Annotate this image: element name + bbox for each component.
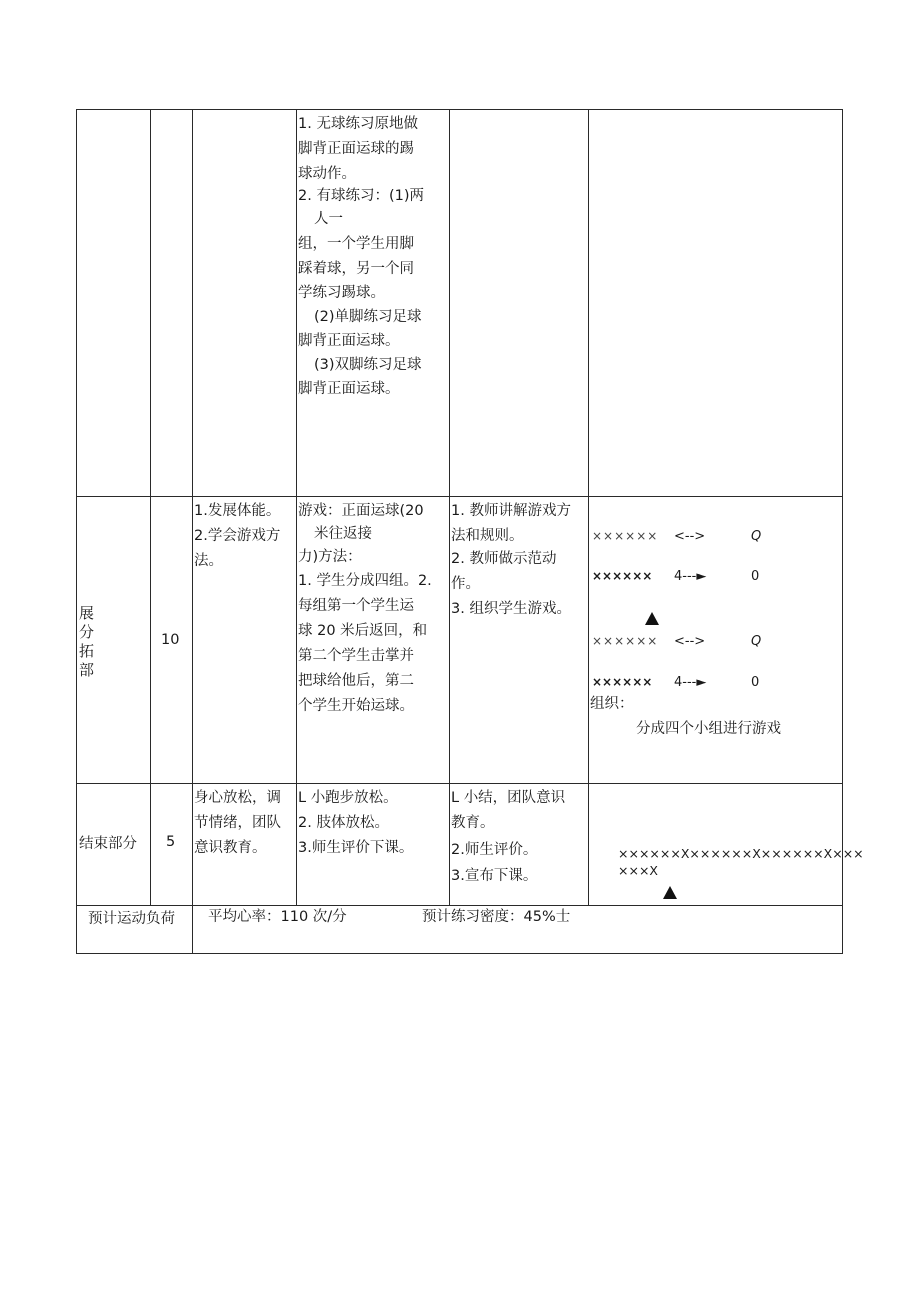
content-line: 2. 肢体放松。 bbox=[298, 815, 389, 831]
heart-rate: 平均心率：110 次/分 bbox=[208, 909, 347, 925]
content-line: 个学生开始运球。 bbox=[298, 698, 414, 714]
teacher-line: 3.宣布下课。 bbox=[451, 868, 538, 884]
direction-arrow: <--> bbox=[674, 634, 706, 649]
marker-end: 0 bbox=[751, 569, 760, 584]
col-divider bbox=[588, 109, 589, 906]
teacher-triangle-icon bbox=[645, 612, 659, 625]
col-divider bbox=[296, 109, 297, 906]
content-line: 2. 有球练习：(1)两 bbox=[298, 188, 424, 204]
teacher-line: 作。 bbox=[451, 576, 480, 592]
student-row: ×××××× bbox=[592, 569, 653, 583]
part-char: 部 bbox=[79, 661, 95, 679]
content-line: 米往返接 bbox=[314, 526, 372, 542]
table-border-left bbox=[76, 109, 77, 954]
section3-time: 5 bbox=[166, 834, 176, 850]
content-line: 脚背正面运球。 bbox=[298, 381, 400, 397]
content-line: 球动作。 bbox=[298, 166, 356, 182]
student-row: ×××××× bbox=[592, 634, 659, 648]
content-line: 脚背正面运球的踢 bbox=[298, 141, 414, 157]
content-line: (2)单脚练习足球 bbox=[314, 309, 422, 325]
part-char: 分 bbox=[79, 623, 95, 641]
content-line: 第二个学生击掌并 bbox=[298, 648, 414, 664]
content-line: 球 20 米后返回，和 bbox=[298, 623, 428, 639]
goal-line: 节情绪，团队 bbox=[194, 815, 281, 831]
goal-line: 法。 bbox=[194, 553, 223, 569]
content-line: 3.师生评价下课。 bbox=[298, 840, 414, 856]
content-line: 脚背正面运球。 bbox=[298, 333, 400, 349]
direction-arrow: 4---► bbox=[674, 569, 707, 584]
marker-end: 0 bbox=[751, 675, 760, 690]
teacher-line: 法和规则。 bbox=[451, 528, 524, 544]
practice-density: 预计练习密度：45%士 bbox=[422, 909, 571, 925]
content-line: 1. 学生分成四组。2. bbox=[298, 573, 432, 589]
teacher-line: 教育。 bbox=[451, 815, 495, 831]
content-line: 人一 bbox=[314, 211, 343, 227]
goal-line: 2.学会游戏方 bbox=[194, 528, 281, 544]
content-line: 组，一个学生用脚 bbox=[298, 236, 414, 252]
org-note: 分成四个小组进行游戏 bbox=[636, 721, 781, 737]
content-line: 学练习踢球。 bbox=[298, 285, 385, 301]
student-line: ××××××X××××××X××××××X××× bbox=[618, 846, 864, 861]
content-line: 游戏：正面运球(20 bbox=[298, 503, 424, 519]
section3-part-label: 结束部分 bbox=[79, 836, 137, 852]
direction-arrow: <--> bbox=[674, 529, 706, 544]
teacher-line: 3. 组织学生游戏。 bbox=[451, 601, 571, 617]
teacher-triangle-icon bbox=[663, 886, 677, 899]
student-row: ×××××× bbox=[592, 675, 653, 689]
col-divider bbox=[192, 109, 193, 954]
content-line: L 小跑步放松。 bbox=[298, 790, 398, 806]
content-line: 力)方法： bbox=[298, 549, 362, 565]
load-label: 预计运动负荷 bbox=[88, 911, 175, 927]
table-border-right bbox=[842, 109, 843, 954]
teacher-line: 2.师生评价。 bbox=[451, 842, 538, 858]
marker-end: Q bbox=[751, 634, 762, 649]
col-divider bbox=[449, 109, 450, 906]
content-line: (3)双脚练习足球 bbox=[314, 357, 422, 373]
goal-line: 1.发展体能。 bbox=[194, 503, 281, 519]
part-char: 拓 bbox=[79, 642, 95, 660]
goal-line: 身心放松，调 bbox=[194, 790, 281, 806]
student-row: ×××××× bbox=[592, 529, 659, 543]
content-line: 把球给他后，第二 bbox=[298, 673, 414, 689]
teacher-line: 1. 教师讲解游戏方 bbox=[451, 503, 571, 519]
student-line: ×××X bbox=[618, 863, 658, 878]
org-label: 组织： bbox=[590, 696, 634, 712]
content-line: 每组第一个学生运 bbox=[298, 598, 414, 614]
content-line: 踩着球，另一个同 bbox=[298, 261, 414, 277]
goal-line: 意识教育。 bbox=[194, 840, 267, 856]
lesson-plan-table bbox=[76, 109, 864, 954]
part-char: 展 bbox=[79, 604, 95, 622]
col-divider bbox=[150, 109, 151, 906]
section2-time: 10 bbox=[161, 632, 180, 648]
teacher-line: 2. 教师做示范动 bbox=[451, 551, 557, 567]
content-line: 1. 无球练习原地做 bbox=[298, 116, 418, 132]
direction-arrow: 4---► bbox=[674, 675, 707, 690]
marker-end: Q bbox=[751, 529, 762, 544]
teacher-line: L 小结，团队意识 bbox=[451, 790, 566, 806]
